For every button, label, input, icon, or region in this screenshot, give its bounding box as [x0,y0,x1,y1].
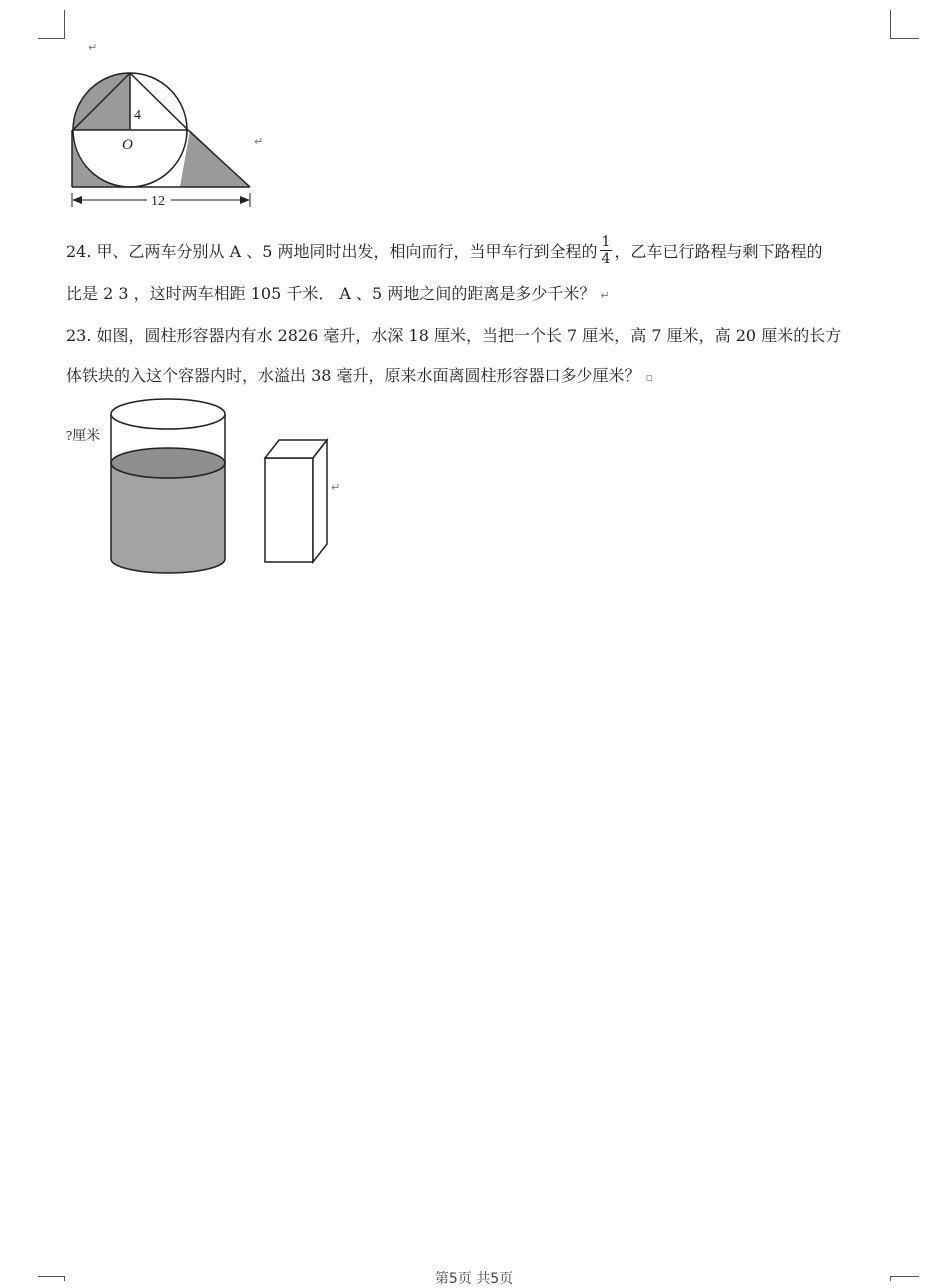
q23-line1-text: 23. 如图，圆柱形容器内有水 2826 毫升，水深 18 厘米，当把一个长 7 厘米，高 7 厘米，高 20 厘米的长方 [66,326,842,345]
paragraph-mark: ↵ [600,289,610,302]
question-24-line1 [66,236,896,269]
end-mark: ▫ [645,371,654,384]
q24-text-before: 24. 甲、乙两车分别从 A 、5 两地同时出发，相向而行，当甲车行到全程的 [66,242,598,261]
shaded-triangle [180,130,250,187]
crop-mark-top-left [38,10,65,39]
cylinder-figure [60,394,360,584]
cuboid-side [313,440,327,562]
q24-line2-text: 比是 2 3 ，这时两车相距 105 千米． A 、5 两地之间的距离是多少千米？ [66,284,596,303]
q23-line2-text: 体铁块的入这个容器内时，水溢出 38 毫升，原来水面离圆柱形容器口多少厘米？ [66,366,641,385]
label-height: 4 [134,108,141,123]
page-footer: 第5页 共5页 [434,1271,514,1287]
paragraph-mark: ↵ [331,481,341,494]
arrow-right-icon [240,196,250,204]
question-23-line2 [66,366,896,386]
crop-mark-top-right [890,10,919,39]
water-surface [111,448,225,478]
paragraph-mark: ↵ [88,41,98,54]
question-24-line2 [66,284,896,304]
cylinder-top [111,399,225,429]
circle-figure [60,64,260,214]
fraction-one-quarter [600,234,613,267]
arrow-left-icon [72,196,82,204]
fraction-numerator: 1 [601,234,611,250]
label-gap: ?厘米 [66,429,101,444]
fraction-denominator: 4 [601,251,611,267]
cuboid-front [265,458,313,562]
label-width: 12 [151,194,165,209]
water-volume [111,463,225,573]
question-23-line1 [66,326,896,346]
label-center: O [122,137,133,153]
paragraph-mark: ↵ [254,135,264,148]
q24-text-after: ，乙车已行路程与剩下路程的 [614,242,823,261]
